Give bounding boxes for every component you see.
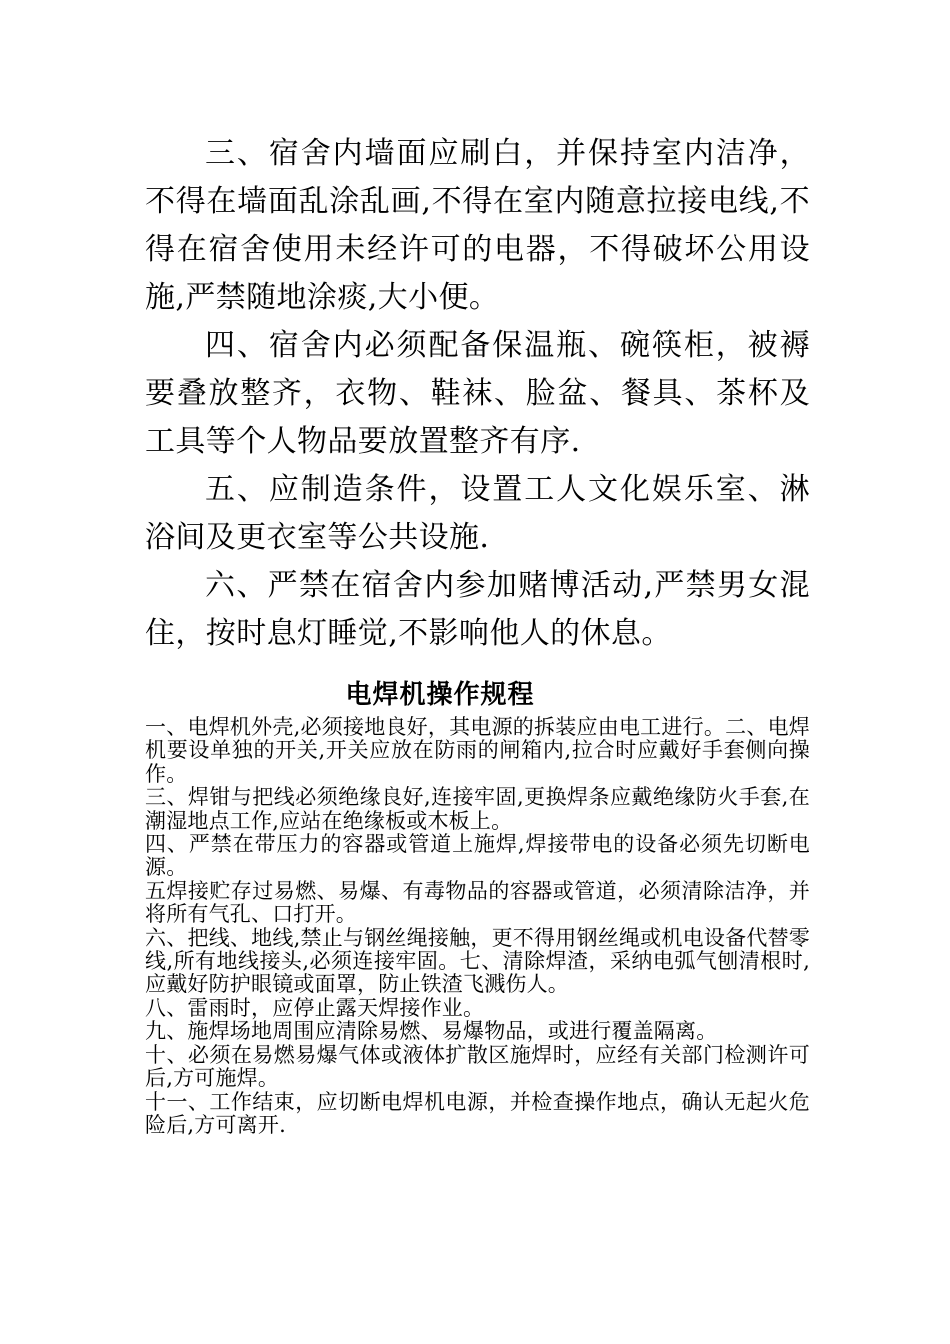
dorm-rule-3: 三、宿舍内墙面应刷白，并保持室内洁净，不得在墙面乱涂乱画,不得在室内随意拉接电线,不得在宿舍使用未经许可的电器，不得破坏公用设施,严禁随地涂痰,大小便。	[145, 136, 810, 315]
dorm-rule-4: 四、宿舍内必须配备保温瓶、碗筷柜，被褥要叠放整齐，衣物、鞋袜、脸盆、餐具、茶杯及工具等个人物品要放置整齐有序.	[145, 328, 810, 459]
welding-rule-item: 六、把线、地线,禁止与钢丝绳接触，更不得用钢丝绳或机电设备代替零线,所有地线接头,必须连接牢固。七、清除焊渣，采纳电弧气刨清根时,应戴好防护眼镜或面罩，防止铁渣飞溅伤人。	[145, 925, 810, 997]
dorm-rule-6: 六、严禁在宿舍内参加赌博活动,严禁男女混住，按时息灯睡觉,不影响他人的休息。	[145, 568, 810, 651]
welding-section-title: 电焊机操作规程	[345, 680, 535, 710]
welding-rule-item: 八、雷雨时，应停止露天焊接作业。	[145, 995, 485, 1020]
welding-rule-item: 十一、工作结束，应切断电焊机电源，并检查操作地点，确认无起火危险后,方可离开.	[145, 1089, 810, 1137]
welding-rule-item: 五焊接贮存过易燃、易爆、有毒物品的容器或管道，必须清除洁净，并将所有气孔、口打开。	[145, 878, 810, 927]
welding-rule-item: 四、严禁在带压力的容器或管道上施焊,焊接带电的设备必须先切断电源。	[145, 832, 810, 880]
welding-rule-item: 三、焊钳与把线必须绝缘良好,连接牢固,更换焊条应戴绝缘防火手套,在潮湿地点工作,应站在绝缘板或木板上。	[145, 785, 810, 833]
welding-rules-section	[145, 716, 810, 1137]
dorm-rule-5: 五、应制造条件，设置工人文化娱乐室、淋浴间及更衣室等公共设施.	[145, 472, 810, 555]
welding-rule-item: 十、必须在易燃易爆气体或液体扩散区施焊时，应经有关部门检测许可后,方可施焊。	[145, 1042, 810, 1091]
dorm-rules-section	[145, 130, 810, 658]
welding-rule-item: 九、施焊场地周围应清除易燃、易爆物品，或进行覆盖隔离。	[145, 1019, 718, 1044]
welding-rule-item: 一、电焊机外壳,必须接地良好，其电源的拆装应由电工进行。二、电焊机要设单独的开关,开关应放在防雨的闸箱内,拉合时应戴好手套侧向操作。	[145, 715, 810, 786]
